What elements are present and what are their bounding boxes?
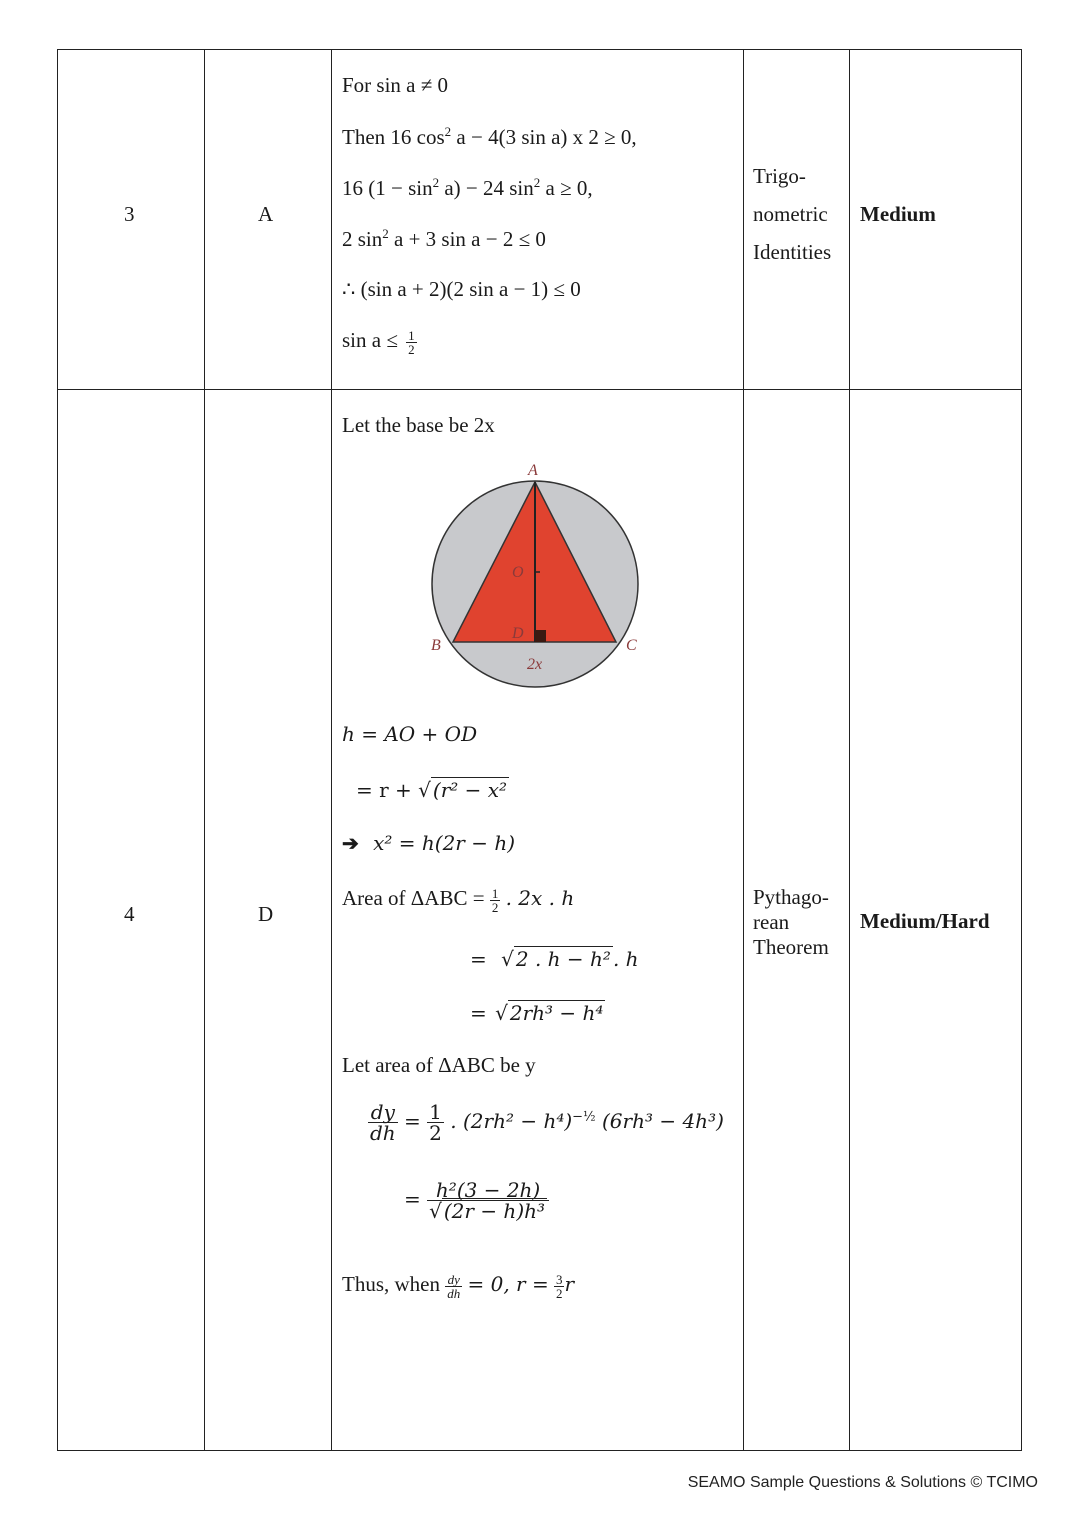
solution-line: Area of ΔABC = $\frac{1}{2}$ . 2x . h: [342, 885, 575, 915]
topic-4: Pythago- rean Theorem: [753, 885, 829, 959]
column-divider: [331, 50, 332, 1450]
solution-line: For sin a ≠ 0: [342, 73, 449, 97]
column-divider: [849, 50, 850, 1450]
row-divider: [58, 389, 1021, 390]
vertex-label-a: A: [528, 462, 538, 479]
difficulty-4: Medium/Hard: [860, 909, 990, 933]
right-angle-marker: [535, 630, 546, 642]
solution-line: h = AO + OD: [342, 722, 478, 746]
topic-3: Trigo- nometric Identities: [753, 164, 832, 264]
answer-4: D: [258, 902, 274, 926]
solution-line: = r + √ (r² − x²: [356, 778, 508, 802]
solution-line: sin a ≤ $\frac{1}{2}$: [342, 327, 415, 357]
center-label-o: O: [512, 564, 524, 581]
question-number-3: 3: [124, 202, 135, 226]
solution-line: 2 $\sin^2 a + 3$ sin a − 2 ≤ 0: [342, 226, 546, 251]
solution-line: ∴ (sin a + 2)(2 sin a − 1) ≤ 0: [342, 277, 581, 301]
derivative-line: $\frac{dy}{dh}$ = $\frac{1}{2}$ . $(2rh^2 - h^4)^{-\frac{1}{2}}$ (6rh³ − 4h³): [370, 1100, 724, 1145]
triangle-in-circle-diagram: [420, 455, 660, 700]
difficulty-3: Medium: [860, 202, 936, 226]
solutions-table: [57, 49, 1022, 1451]
vertex-label-c: C: [626, 637, 637, 654]
answer-3: A: [258, 202, 274, 226]
solution-line: = √ 2rh³ − h⁴: [470, 1001, 604, 1025]
column-divider: [743, 50, 744, 1450]
solution-line: Let area of ΔABC be y: [342, 1053, 536, 1077]
solution-line: Then 16 $\cos^2 a - 4(3$ sin a) x 2 ≥ 0,: [342, 124, 637, 149]
solution-line: = √ 2 . h − h² . h: [470, 947, 639, 971]
solution-line: 16 $(1 - \sin^2 a) - 24$ $\sin^2 a \ge 0$,: [342, 175, 593, 200]
column-divider: [204, 50, 205, 1450]
solution-line: ➔ x² = h(2r − h): [342, 831, 516, 855]
derivative-simplified: = $\frac{\text{h²(3 − 2h)}}{\text{√ (2r − h)h³}}$: [404, 1180, 549, 1221]
solution-line: Thus, when $\frac{dy}{dh}$ = 0, r = $\frac{3}{2}$ r: [342, 1271, 575, 1301]
question-number-4: 4: [124, 902, 135, 926]
vertex-label-b: B: [431, 637, 441, 654]
page-footer: SEAMO Sample Questions & Solutions © TCIMO: [687, 1474, 1038, 1491]
foot-label-d: D: [512, 625, 524, 642]
base-label: 2x: [527, 656, 543, 673]
solution-line: Let the base be 2x: [342, 413, 495, 437]
